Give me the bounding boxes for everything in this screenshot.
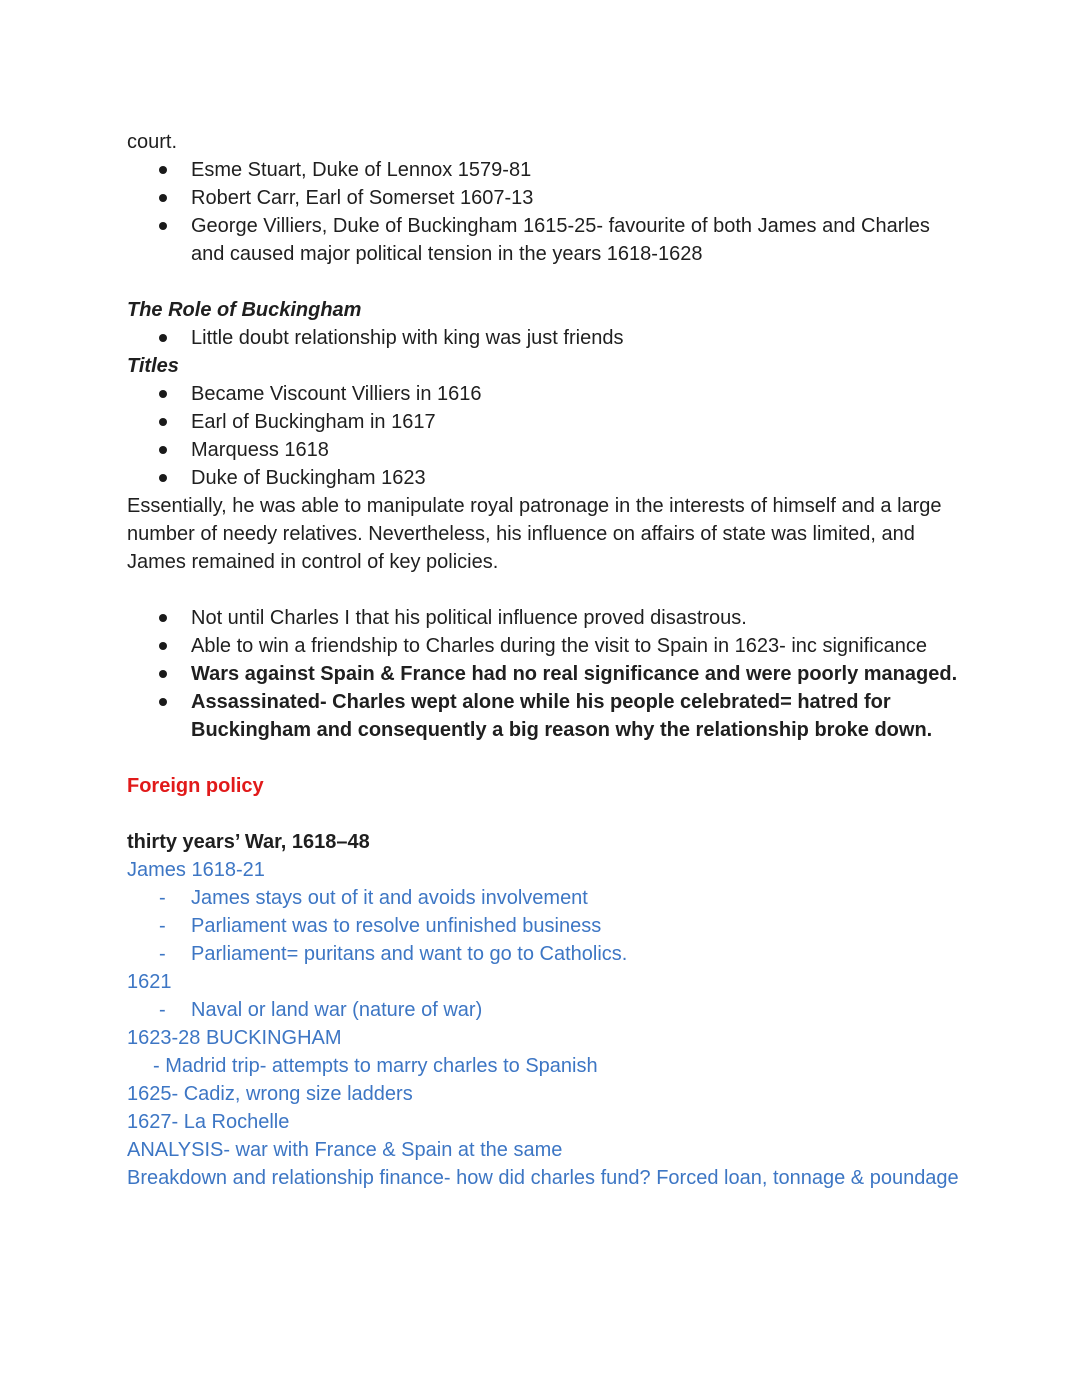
year-1621: 1621 xyxy=(127,971,172,993)
analysis-note: ANALYSIS- war with France & Spain at the same xyxy=(127,1139,563,1161)
list-item: - James stays out of it and avoids involvement xyxy=(127,884,967,912)
foreign-policy-heading: Foreign policy xyxy=(127,775,264,797)
list-item: Became Viscount Villiers in 1616 xyxy=(127,380,967,408)
war-heading: thirty years’ War, 1618–48 xyxy=(127,831,370,853)
document-page xyxy=(127,128,967,1192)
list-item: Duke of Buckingham 1623 xyxy=(127,464,967,492)
list-item: Able to win a friendship to Charles during the visit to Spain in 1623- inc significance xyxy=(127,632,967,660)
favourites-list xyxy=(127,156,967,268)
list-item: - Parliament= puritans and want to go to Catholics. xyxy=(127,940,967,968)
list-item: - Naval or land war (nature of war) xyxy=(127,996,967,1024)
buckingham-points xyxy=(127,604,967,744)
breakdown-note: Breakdown and relationship finance- how did charles fund? Forced loan, tonnage & poundage xyxy=(127,1167,959,1189)
list-item: Wars against Spain & France had no real significance and were poorly managed. xyxy=(127,660,967,688)
list-item: Not until Charles I that his political influence proved disastrous. xyxy=(127,604,967,632)
cadiz-note: 1625- Cadiz, wrong size ladders xyxy=(127,1083,413,1105)
list-item: Earl of Buckingham in 1617 xyxy=(127,408,967,436)
james-heading: James 1618-21 xyxy=(127,859,265,881)
list-item: Esme Stuart, Duke of Lennox 1579-81 xyxy=(127,156,967,184)
buckingham-heading: The Role of Buckingham xyxy=(127,299,362,321)
titles-heading: Titles xyxy=(127,355,179,377)
titles-list xyxy=(127,380,967,492)
intro-text: court. xyxy=(127,131,178,153)
list-item: Marquess 1618 xyxy=(127,436,967,464)
rochelle-note: 1627- La Rochelle xyxy=(127,1111,290,1133)
list-item: George Villiers, Duke of Buckingham 1615-25- favourite of both James and Charles and caused major political tension in the years 1618-1628 xyxy=(127,212,967,268)
list-item: Assassinated- Charles wept alone while his people celebrated= hatred for Buckingham and consequently a big reason why the relationship broke down. xyxy=(127,688,967,744)
list-item: - Parliament was to resolve unfinished business xyxy=(127,912,967,940)
buckingham-period-heading: 1623-28 BUCKINGHAM xyxy=(127,1027,342,1049)
buckingham-paragraph: Essentially, he was able to manipulate royal patronage in the interests of himself and a large number of needy relatives. Nevertheless, his influence on affairs of state was limited, and James remained in control of key policies. xyxy=(127,495,942,573)
list-item: - Madrid trip- attempts to marry charles to Spanish xyxy=(153,1055,598,1077)
foreign-notes xyxy=(127,856,967,1192)
list-item: Robert Carr, Earl of Somerset 1607-13 xyxy=(127,184,967,212)
list-item: Little doubt relationship with king was just friends xyxy=(127,324,967,352)
